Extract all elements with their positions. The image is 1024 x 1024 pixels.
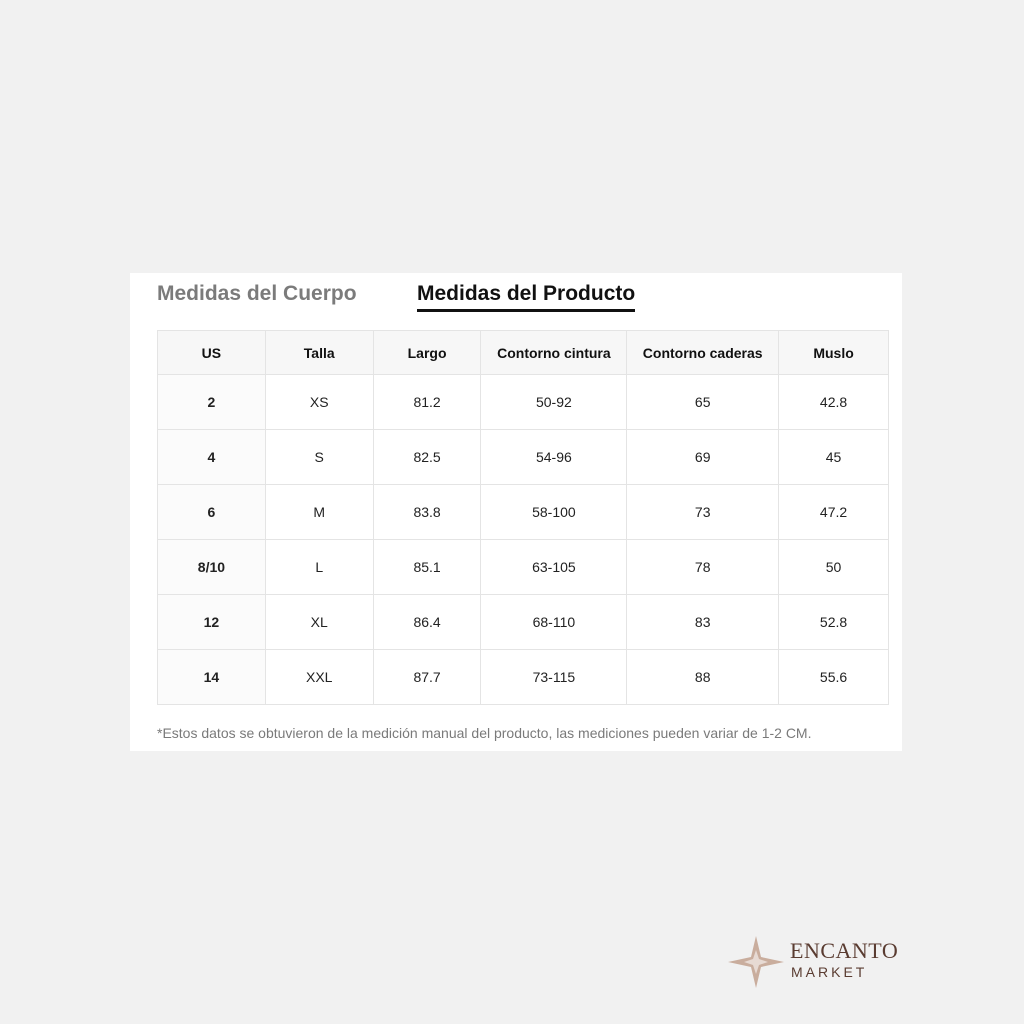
cell-largo: 87.7: [373, 650, 481, 705]
cell-contorno-cintura: 63-105: [481, 540, 627, 595]
cell-contorno-cintura: 50-92: [481, 375, 627, 430]
cell-talla: XS: [265, 375, 373, 430]
cell-muslo: 42.8: [779, 375, 889, 430]
cell-us: 12: [158, 595, 266, 650]
cell-contorno-caderas: 83: [627, 595, 779, 650]
cell-largo: 81.2: [373, 375, 481, 430]
table-row: [158, 540, 889, 595]
cell-largo: 83.8: [373, 485, 481, 540]
cell-contorno-caderas: 65: [627, 375, 779, 430]
cell-talla: XXL: [265, 650, 373, 705]
table-row: [158, 375, 889, 430]
cell-muslo: 45: [779, 430, 889, 485]
cell-contorno-cintura: 68-110: [481, 595, 627, 650]
cell-muslo: 47.2: [779, 485, 889, 540]
cell-contorno-cintura: 73-115: [481, 650, 627, 705]
measurement-note: *Estos datos se obtuvieron de la medición manual del producto, las mediciones pueden variar de 1-2 CM.: [157, 725, 812, 741]
column-header-us: US: [158, 331, 266, 375]
cell-largo: 82.5: [373, 430, 481, 485]
cell-talla: M: [265, 485, 373, 540]
cell-talla: S: [265, 430, 373, 485]
cell-muslo: 55.6: [779, 650, 889, 705]
cell-largo: 85.1: [373, 540, 481, 595]
column-header-muslo: Muslo: [779, 331, 889, 375]
cell-contorno-caderas: 88: [627, 650, 779, 705]
cell-contorno-cintura: 58-100: [481, 485, 627, 540]
cell-us: 8/10: [158, 540, 266, 595]
column-header-talla: Talla: [265, 331, 373, 375]
column-header-contorno-caderas: Contorno caderas: [627, 331, 779, 375]
brand-subtitle: MARKET: [791, 964, 868, 980]
cell-talla: XL: [265, 595, 373, 650]
cell-muslo: 52.8: [779, 595, 889, 650]
cell-us: 6: [158, 485, 266, 540]
table-header-row: [158, 331, 889, 375]
brand-name: ENCANTO: [790, 938, 899, 963]
column-header-contorno-cintura: Contorno cintura: [481, 331, 627, 375]
table-row: [158, 650, 889, 705]
cell-us: 2: [158, 375, 266, 430]
cell-us: 14: [158, 650, 266, 705]
tab-product-measurements[interactable]: Medidas del Producto: [417, 282, 636, 305]
measurement-tabs: [157, 281, 897, 313]
cell-contorno-caderas: 78: [627, 540, 779, 595]
cell-contorno-caderas: 69: [627, 430, 779, 485]
table-row: [158, 595, 889, 650]
table-row: [158, 485, 889, 540]
cell-largo: 86.4: [373, 595, 481, 650]
four-point-star-icon: [728, 936, 784, 988]
tab-body-measurements[interactable]: Medidas del Cuerpo: [157, 282, 357, 305]
cell-us: 4: [158, 430, 266, 485]
column-header-largo: Largo: [373, 331, 481, 375]
table-row: [158, 430, 889, 485]
size-chart-panel: [130, 273, 902, 751]
cell-contorno-caderas: 73: [627, 485, 779, 540]
size-table: [157, 330, 889, 705]
cell-muslo: 50: [779, 540, 889, 595]
brand-logo: [728, 936, 918, 988]
cell-contorno-cintura: 54-96: [481, 430, 627, 485]
cell-talla: L: [265, 540, 373, 595]
